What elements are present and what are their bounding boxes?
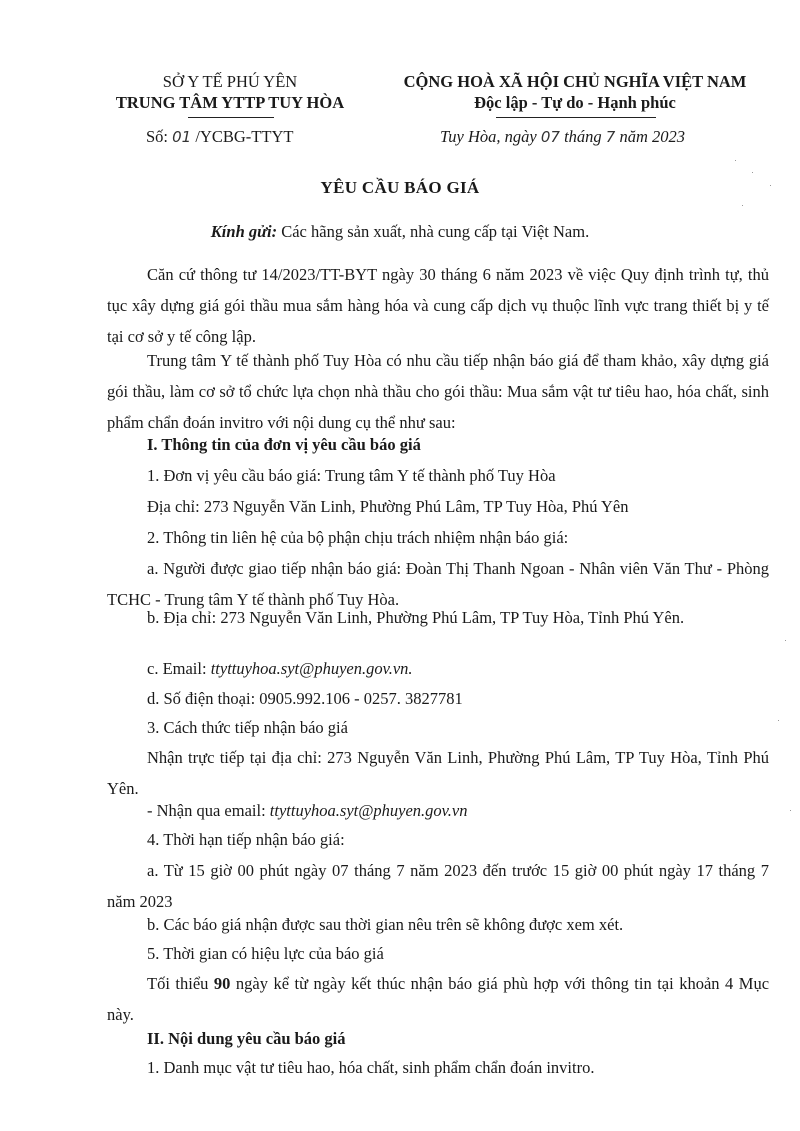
- document-title: YÊU CẦU BÁO GIÁ: [320, 178, 480, 197]
- item-2a: a. Người được giao tiếp nhận báo giá: Đoàn Thị Thanh Ngoan - Nhân viên Văn Thư - Phòng TCHC - Trung tâm Y tế thành phố Tuy Hòa.: [107, 559, 769, 609]
- section-1-title: I. Thông tin của đơn vị yêu cầu báo giá: [147, 435, 421, 454]
- item-3: 3. Cách thức tiếp nhận báo giá: [147, 718, 348, 737]
- recipient-line: [0, 222, 800, 242]
- recipient-label: Kính gửi:: [210, 222, 278, 241]
- item-1-address: Địa chỉ: 273 Nguyễn Văn Linh, Phường Phú Lâm, TP Tuy Hòa, Phú Yên: [147, 497, 629, 516]
- item-4a: a. Từ 15 giờ 00 phút ngày 07 tháng 7 năm 2023 đến trước 15 giờ 00 phút ngày 17 tháng 7 năm 2023: [107, 861, 769, 911]
- item-3-email: [147, 801, 467, 821]
- item-4b: b. Các báo giá nhận được sau thời gian nêu trên sẽ không được xem xét.: [147, 915, 624, 934]
- document-number: [146, 127, 293, 147]
- document-date: [440, 127, 685, 147]
- date-month-handwritten: 7: [605, 128, 616, 146]
- national-motto: Độc lập - Tự do - Hạnh phúc: [474, 93, 676, 112]
- item-5-detail: [107, 968, 769, 1030]
- section-2-item-1: 1. Danh mục vật tư tiêu hao, hóa chất, sinh phẩm chẩn đoán invitro.: [147, 1058, 595, 1077]
- issuer-underline: [188, 117, 274, 118]
- date-day-handwritten: 07: [540, 128, 560, 146]
- issuer-department: SỞ Y TẾ PHÚ YÊN: [162, 72, 298, 91]
- motto-underline: [496, 117, 656, 118]
- item-5-days: 90: [213, 974, 231, 993]
- contact-email[interactable]: ttyttuyhoa.syt@phuyen.gov.vn.: [210, 659, 413, 678]
- date-mid: tháng: [564, 127, 602, 146]
- recipient-text: Các hãng sản xuất, nhà cung cấp tại Việt Nam.: [281, 222, 590, 241]
- item-5-pre: Tối thiểu: [147, 974, 209, 993]
- paragraph-purpose: Trung tâm Y tế thành phố Tuy Hòa có nhu cầu tiếp nhận báo giá để tham khảo, xây dựng giá gói thầu, làm cơ sở tổ chức lựa chọn nhà thầu cho gói thầu: Mua sắm vật tư tiêu hao, hóa chất, sinh phẩm chẩn đoán invitro với nội dung cụ thể như sau:: [107, 351, 769, 432]
- document-number-prefix: Số:: [146, 127, 169, 146]
- item-5: 5. Thời gian có hiệu lực của báo giá: [147, 944, 384, 963]
- item-2d: d. Số điện thoại: 0905.992.106 - 0257. 3827781: [147, 689, 463, 708]
- national-title: CỘNG HOÀ XÃ HỘI CHỦ NGHĨA VIỆT NAM: [403, 72, 747, 91]
- item-1: 1. Đơn vị yêu cầu báo giá: Trung tâm Y tế thành phố Tuy Hòa: [147, 466, 556, 485]
- item-2b: b. Địa chỉ: 273 Nguyễn Văn Linh, Phường Phú Lâm, TP Tuy Hòa, Tỉnh Phú Yên.: [147, 608, 685, 627]
- item-3-email-label: - Nhận qua email:: [147, 801, 266, 820]
- date-prefix: Tuy Hòa, ngày: [440, 127, 537, 146]
- item-4: 4. Thời hạn tiếp nhận báo giá:: [147, 830, 345, 849]
- item-2c-label: c. Email:: [147, 659, 207, 678]
- date-suffix: năm 2023: [619, 127, 685, 146]
- item-5-post: ngày kể từ ngày kết thúc nhận báo giá phù hợp với thông tin tại khoản 4 Mục này.: [107, 974, 770, 1024]
- document-number-handwritten: 01: [172, 128, 192, 146]
- item-2c: [147, 659, 413, 679]
- paragraph-legal-basis: Căn cứ thông tư 14/2023/TT-BYT ngày 30 tháng 6 năm 2023 về việc Quy định trình tự, thủ tục xây dựng giá gói thầu mua sắm hàng hóa và cung cấp dịch vụ thuộc lĩnh vực trang thiết bị y tế tại cơ sở y tế công lập.: [107, 265, 769, 346]
- section-2-title: II. Nội dung yêu cầu báo giá: [147, 1029, 346, 1048]
- item-3-direct: Nhận trực tiếp tại địa chỉ: 273 Nguyễn Văn Linh, Phường Phú Lâm, TP Tuy Hòa, Tỉnh Phú Yên.: [107, 748, 769, 798]
- document-number-suffix: /YCBG-TTYT: [195, 127, 294, 146]
- item-2: 2. Thông tin liên hệ của bộ phận chịu trách nhiệm nhận báo giá:: [147, 528, 569, 547]
- issuer-center: TRUNG TÂM YTTP TUY HÒA: [115, 93, 345, 112]
- submission-email[interactable]: ttyttuyhoa.syt@phuyen.gov.vn: [269, 801, 468, 820]
